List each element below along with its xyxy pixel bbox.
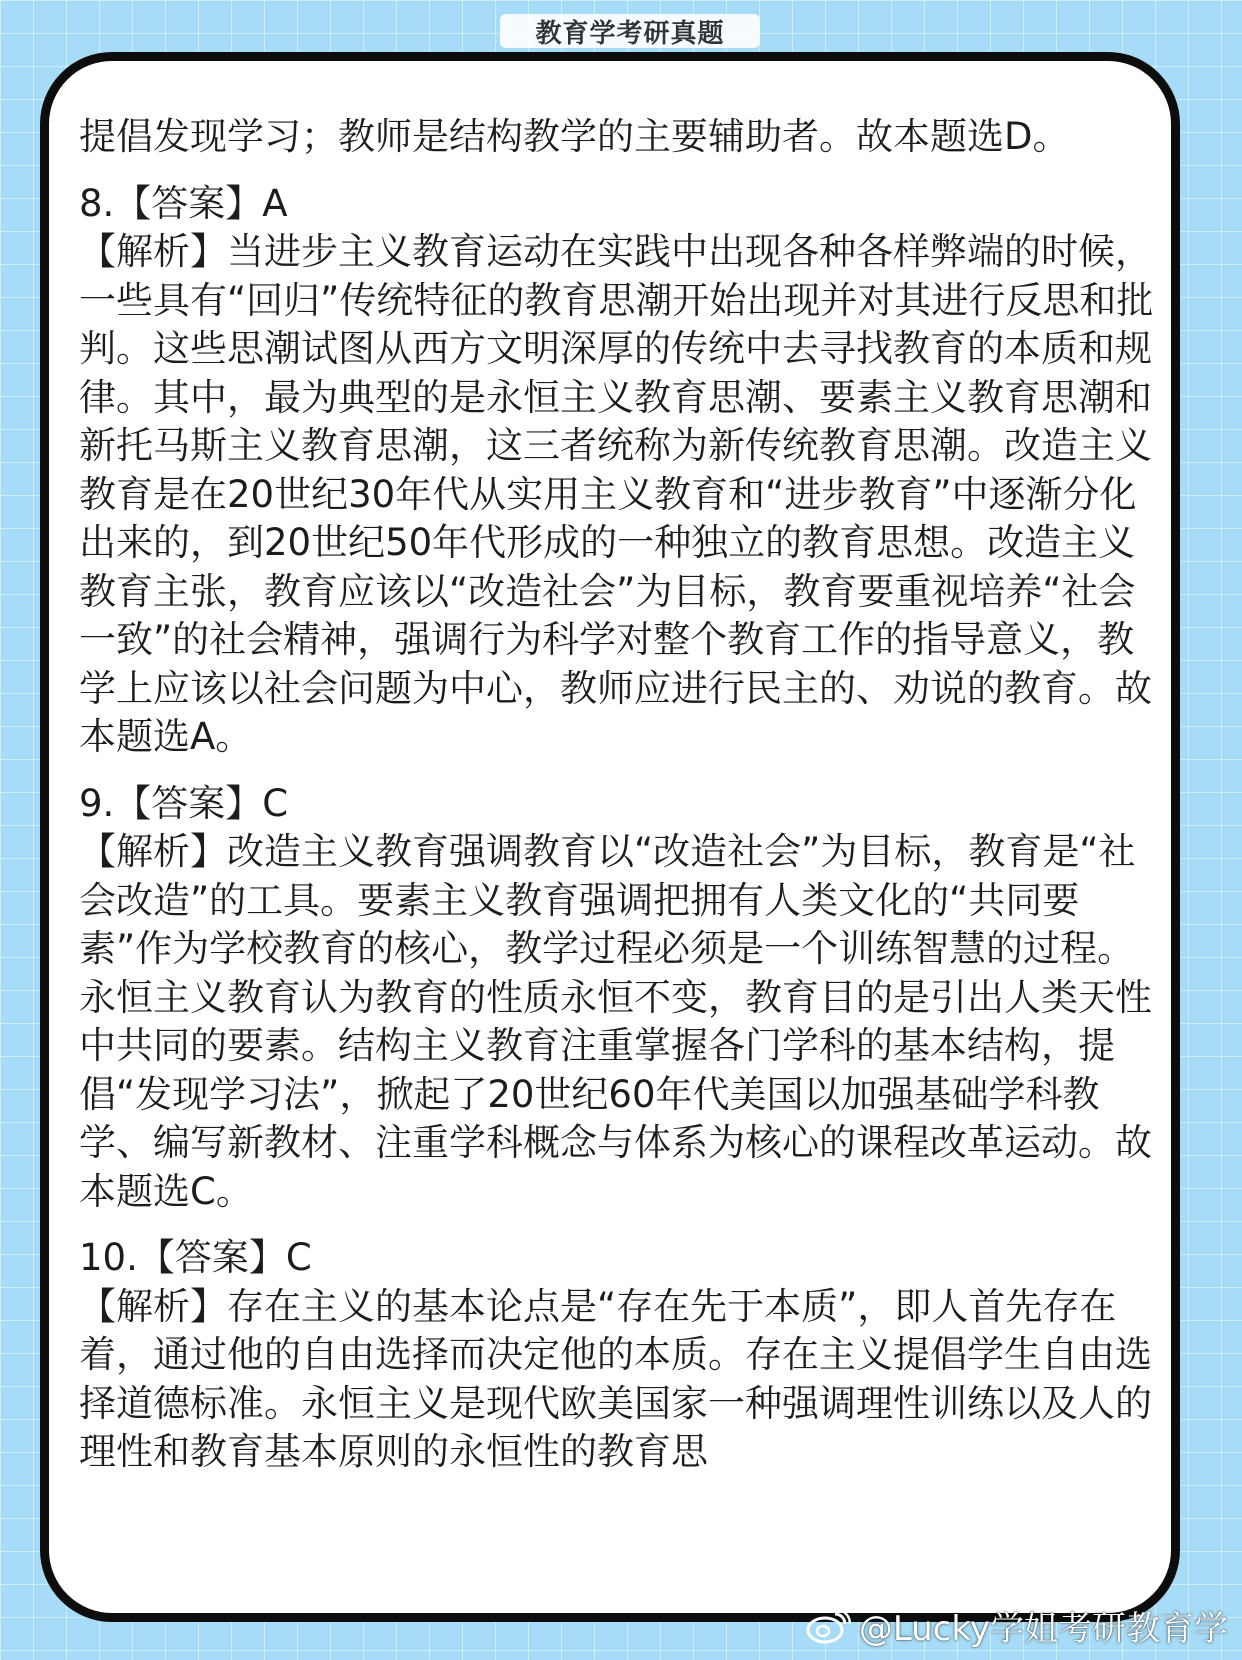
page-header-title: 教育学考研真题 [500, 14, 760, 48]
weibo-watermark [805, 1601, 1228, 1650]
answer-heading: 10.【答案】C [79, 1236, 312, 1279]
answer-card [40, 52, 1180, 1622]
intro-text: 提倡发现学习；教师是结构教学的主要辅助者。故本题选D。 [79, 115, 1070, 158]
intro-paragraph [79, 113, 1159, 162]
watermark-text: @Lucky学姐考研教育学 [858, 1609, 1228, 1649]
answer-heading: 8.【答案】A [79, 181, 288, 225]
analysis-text: 【解析】当进步主义教育运动在实践中出现各种各样弊端的时候，一些具有“回归”传统特征的教育思潮开始出现并对其进行反思和批判。这些思潮试图从西方文明深厚的传统中去寻找教育的本质和规律。其中，最为典型的是永恒主义教育思潮、要素主义教育思潮和新托马斯主义教育思潮，这三者统称为新传统教育思潮。改造主义教育是在20世纪30年代从实用主义教育和“进步教育”中逐渐分化出来的，到20世纪50年代形成的一种独立的教育思想。改造主义教育主张，教育应该以“改造社会”为目标，教育要重视培养“社会一致”的社会精神，强调行为科学对整个教育工作的指导意义，教学上应该以社会问题为中心，教师应进行民主的、劝说的教育。故本题选A。 [79, 230, 1154, 758]
answer-block-9 [79, 780, 1159, 1217]
answer-heading: 9.【答案】C [79, 781, 289, 825]
analysis-text: 【解析】存在主义的基本论点是“存在先于本质”，即人首先存在着，通过他的自由选择而决定他的本质。存在主义提倡学生自由选择道德标准。永恒主义是现代欧美国家一种强调理性训练以及人的理性和教育基本原则的永恒性的教育思 [79, 1284, 1152, 1473]
answer-block-8 [79, 180, 1159, 762]
analysis-text: 【解析】改造主义教育强调教育以“改造社会”为目标，教育是“社会改造”的工具。要素主义教育强调把拥有人类文化的“共同要素”作为学校教育的核心，教学过程必须是一个训练智慧的过程。永恒主义教育认为教育的性质永恒不变，教育目的是引出人类天性中共同的要素。结构主义教育注重掌握各门学科的基本结构，提倡“发现学习法”，掀起了20世纪60年代美国以加强基础学科教学、编写新教材、注重学科概念与体系为核心的课程改革运动。故本题选C。 [79, 830, 1152, 1213]
answer-content [79, 113, 1159, 1495]
answer-block-10 [79, 1234, 1159, 1477]
weibo-icon [805, 1608, 851, 1644]
